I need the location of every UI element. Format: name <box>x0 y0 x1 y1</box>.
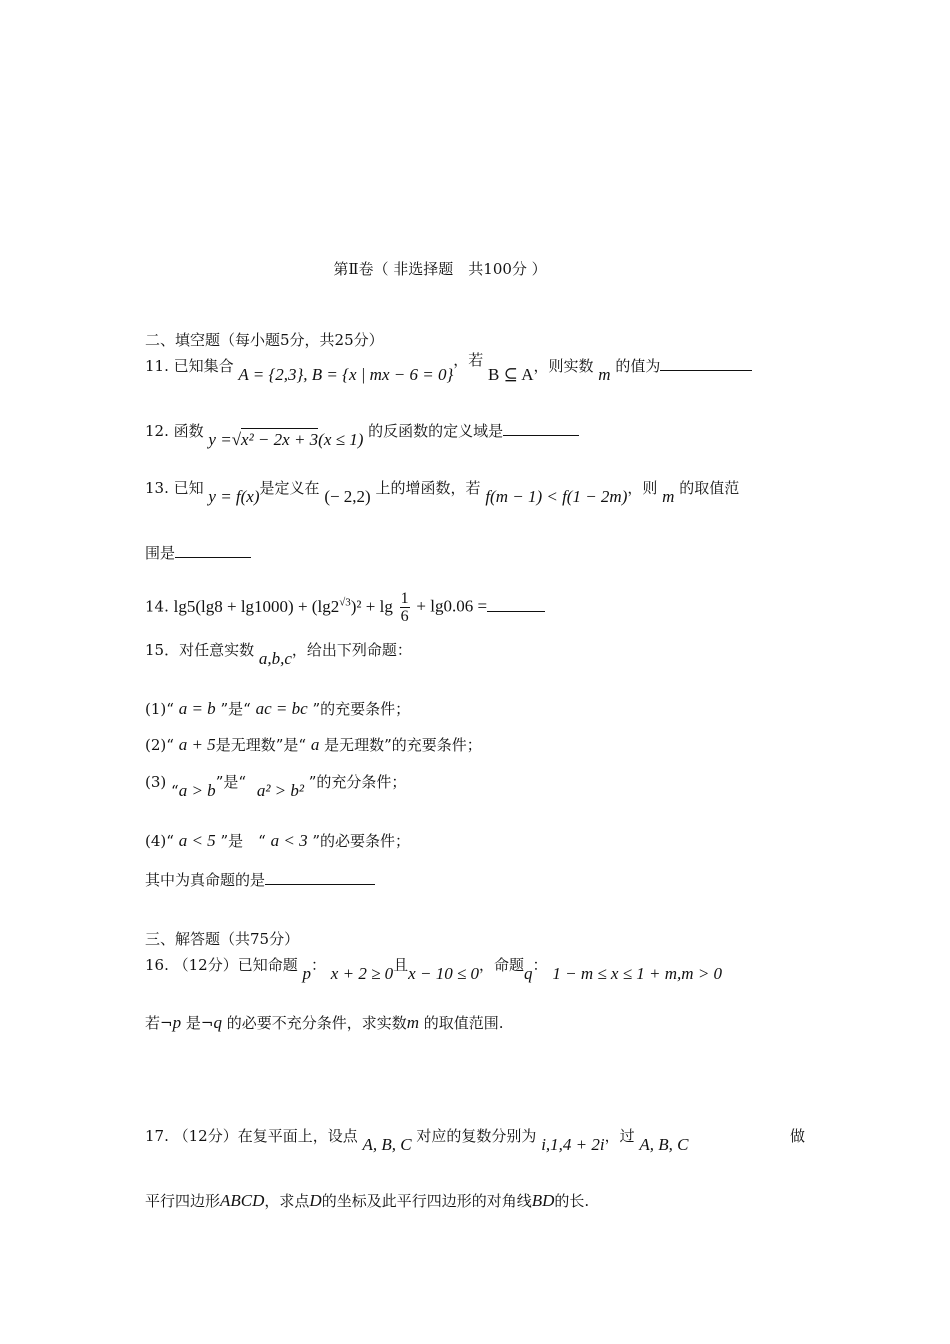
question-16-cont: 若¬p 是¬q 的必要不充分条件，求实数m 的取值范围. <box>145 1013 504 1032</box>
fraction-one-sixth: $\frac{1}{6}$ <box>400 590 409 625</box>
proposition-4: (4)“ a < 5 ”是 “ a < 3 ”的必要条件； <box>145 831 411 850</box>
question-17-end: 做 <box>790 1127 806 1145</box>
answer-blank[interactable] <box>265 870 375 885</box>
subset-expression: B ⊆ A <box>488 365 534 384</box>
question-14: 14. $\lg 5(\lg 8 + \lg 1000) + (\lg 2^{√3})^2 + \lg$ $\frac{1}{6}$ + lg0.06 = <box>145 590 545 625</box>
question-15: 15．对任意实数 a,b,c，给出下列命题： <box>145 641 412 668</box>
question-12: 12. 函数 y =√x² − 2x + 3(x ≤ 1) 的反函数的定义域是 <box>145 421 579 441</box>
question-17: 17. （12分）在复平面上，设点 A, B, C 对应的复数分别为 i,1,4 + 2i，过 A, B, C <box>145 1127 689 1154</box>
proposition-2: (2)“ a + 5是无理数”是“ a 是无理数”的充要条件； <box>145 735 482 754</box>
question-13: 13. 已知 y = f(x)是定义在 (− 2,2) 上的增函数，若 f(m − 1) < f(1 − 2m)，则 m 的取值范 <box>145 479 740 506</box>
proposition-1: (1)“ a = b ”是“ ac = bc ”的充要条件； <box>145 699 411 718</box>
section-solution-heading: 三、解答题（共75分） <box>145 930 300 948</box>
section-fill-in-heading: 二、填空题（每小题5分，共25分） <box>145 331 384 349</box>
answer-blank[interactable] <box>660 356 752 371</box>
proposition-3: (3) “a > b”是“ a² > b² ”的充分条件； <box>145 773 407 800</box>
question-17-cont: 平行四边形ABCD，求点D的坐标及此平行四边形的对角线BD的长. <box>145 1191 590 1210</box>
answer-blank[interactable] <box>487 597 545 612</box>
answer-blank[interactable] <box>175 543 251 558</box>
question-11: 11. 已知集合 A = {2,3}, B = {x | mx − 6 = 0}，若 B ⊆ A，则实数 m 的值为 <box>145 356 752 376</box>
question-16: 16. （12分）已知命题 p： x + 2 ≥ 0且x − 10 ≤ 0，命题q： 1 − m ≤ x ≤ 1 + m,m > 0 <box>145 956 723 983</box>
paper-section-title: 第Ⅱ卷（ 非选择题 共100分 ） <box>333 260 547 278</box>
answer-blank[interactable] <box>503 421 579 436</box>
set-expression: A = {2,3}, B = {x | mx − 6 = 0} <box>238 365 454 384</box>
question-15-conclusion: 其中为真命题的是 <box>145 870 375 890</box>
question-13-cont: 围是 <box>145 543 251 563</box>
